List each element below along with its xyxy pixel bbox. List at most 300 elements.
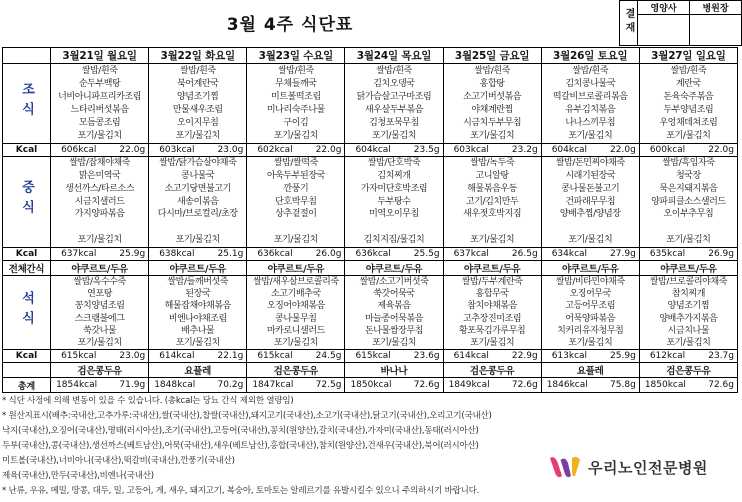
breakfast-label-cell	[3, 64, 51, 144]
menu-item: 쌀밥/흰죽	[179, 65, 216, 76]
protein-value: 23.7g	[708, 351, 734, 362]
menu-item: 오징어무국	[569, 289, 611, 300]
menu-item: 맑은미역국	[78, 171, 121, 181]
total-kcal-value: 1848kcal	[154, 380, 196, 391]
menu-item: 콩나물돈불고기	[561, 183, 620, 194]
dinner-menu-cell	[541, 276, 639, 350]
menu-item: 생선까스/타르소스	[65, 183, 135, 194]
menu-item: 해물볶음우동	[467, 183, 517, 194]
menu-item: 묵은지돼지볶음	[659, 183, 718, 194]
protein-value: 24.5g	[315, 351, 342, 362]
menu-item: 돈나물쌈장무침	[364, 325, 424, 336]
breakfast-nutrition-cell	[345, 144, 443, 157]
nutrition-values	[149, 248, 246, 260]
total-kcal-value: 1847kcal	[252, 380, 294, 391]
lunch-nutrition-cell	[639, 248, 737, 261]
kcal-value: 600kcal	[649, 145, 686, 155]
menu-item: 배추나물	[181, 325, 215, 336]
snack-label	[3, 363, 51, 378]
menu-item: 포기/물김치	[470, 130, 515, 141]
menu-item: 마카로니샐러드	[266, 325, 325, 336]
protein-value: 26.5g	[511, 249, 538, 259]
menu-item: 포기/물김치	[273, 234, 318, 245]
menu-item: 구이김	[283, 117, 309, 128]
menu-item: 쌀밥/돈민찌야채죽	[555, 158, 625, 169]
total-protein-value: 72.6g	[413, 380, 440, 391]
nutrition-values	[247, 350, 344, 362]
kcal-value: 603kcal	[453, 145, 489, 155]
total-values	[542, 379, 639, 391]
lunch-label-cell	[3, 157, 51, 248]
kcal-value: 634kcal	[551, 249, 588, 259]
menu-item: 포기/물김치	[568, 130, 613, 141]
menu-item: 양념조기찜	[177, 91, 219, 102]
snack-item: 검은콩두유	[639, 363, 737, 378]
menu-item: 쌀밥/흰죽	[670, 65, 707, 76]
total-protein-value: 75.8g	[610, 380, 636, 391]
menu-item: 양배추가지볶음	[659, 313, 718, 324]
snack-item: 야쿠르트/두유	[541, 261, 639, 276]
menu-item: 마늘종어묵볶음	[364, 313, 424, 324]
total-values	[444, 379, 541, 391]
total-values	[247, 379, 344, 391]
lunch-menu-cell	[51, 157, 149, 248]
protein-value: 23.6g	[413, 351, 440, 362]
total-values	[345, 379, 442, 391]
lunch-nutrition-cell	[247, 248, 345, 261]
kcal-value: 602kcal	[257, 145, 293, 155]
kcal-value: 615kcal	[257, 351, 293, 362]
menu-item: 소고기버섯볶음	[463, 91, 522, 102]
footnote-line: 미트볼(국내산),너비아니(국내산),떡갈비(국내산),깐풍기(국내산)	[2, 456, 235, 466]
dinner-nutrition-cell	[149, 350, 247, 363]
menu-item: 오이지무침	[177, 117, 219, 128]
kcal-value: 614kcal	[453, 351, 489, 362]
total-cell	[149, 378, 247, 393]
kcal-label: Kcal	[3, 144, 51, 157]
menu-item	[149, 221, 246, 234]
hospital-logo-icon	[548, 454, 582, 480]
menu-item	[640, 221, 737, 234]
total-protein-value: 71.9g	[119, 380, 146, 391]
lunch-nutrition-cell	[149, 248, 247, 261]
hospital-logo	[548, 453, 740, 481]
lunch-nutrition-cell	[443, 248, 541, 261]
menu-item: 된장국	[185, 289, 211, 300]
protein-value: 22.0g	[610, 145, 636, 155]
total-protein-value: 72.5g	[315, 380, 342, 391]
menu-item	[51, 221, 148, 234]
breakfast-nutrition-cell	[443, 144, 541, 157]
menu-item: 스크램블에그	[74, 313, 125, 324]
protein-value: 25.9g	[610, 351, 636, 362]
snack-item: 야쿠르트/두유	[443, 261, 541, 276]
menu-item: 김치지짐/물김치	[363, 234, 425, 245]
menu-item: 포기/물김치	[666, 234, 711, 245]
breakfast-nutrition-cell	[639, 144, 737, 157]
protein-value: 23.0g	[217, 145, 244, 155]
menu-item: 만물새우조림	[172, 104, 223, 115]
protein-value: 26.0g	[315, 249, 342, 259]
breakfast-menu-cell	[443, 64, 541, 144]
menu-item: 우엉채데쳐조림	[659, 117, 718, 128]
menu-item: 쌀밥/새우살브로콜리죽	[253, 277, 339, 287]
menu-item: 쌀밥/흰죽	[474, 65, 511, 76]
breakfast-menu-cell	[247, 64, 345, 144]
total-cell	[639, 378, 737, 393]
kcal-value: 637kcal	[453, 249, 489, 259]
footnote-line: * 식단 사정에 의해 변동이 있을 수 있습니다. (총kcal는 당뇨 간식 제외한 열량임)	[2, 396, 294, 406]
kcal-value: 636kcal	[257, 249, 293, 259]
menu-item: 쌀밥/쌀떡죽	[273, 158, 318, 169]
lunch-label: 중식	[19, 180, 35, 220]
lunch-row	[3, 157, 738, 248]
menu-item: 꽁치양념조림	[74, 301, 125, 312]
menu-item: 김치콩나물국	[565, 78, 616, 89]
dinner-kcal-row	[3, 350, 738, 363]
snack-item: 요플레	[149, 363, 247, 378]
breakfast-nutrition-cell	[51, 144, 149, 157]
breakfast-row	[3, 64, 738, 144]
menu-item: 포기/물김치	[470, 234, 515, 245]
nutrition-values	[149, 350, 246, 362]
menu-table	[2, 47, 738, 393]
lunch-menu-cell	[541, 157, 639, 248]
menu-item: 양념조기찜	[667, 301, 710, 312]
total-cell	[345, 378, 443, 393]
lunch-nutrition-cell	[51, 248, 149, 261]
kcal-value: 636kcal	[355, 249, 391, 259]
approval-role-dietitian: 영양사	[638, 1, 690, 15]
menu-item: 참치찌개	[671, 289, 705, 300]
kcal-value: 635kcal	[649, 249, 686, 259]
menu-table-body	[3, 48, 738, 393]
protein-value: 22.1g	[217, 351, 244, 362]
protein-value: 23.2g	[511, 145, 538, 155]
menu-item: 포기/물김치	[77, 234, 122, 245]
menu-item: 홍합무국	[475, 289, 509, 300]
corner-cell	[3, 48, 51, 64]
menu-item: 참치야채볶음	[467, 301, 517, 312]
day-header: 3월26일 토요일	[541, 48, 639, 64]
total-protein-value: 70.2g	[217, 380, 244, 391]
total-kcal-value: 1846kcal	[546, 380, 588, 391]
menu-item: 쌀밥/비타민야채죽	[555, 277, 625, 287]
menu-item: 쌀밥/단호박죽	[367, 158, 421, 169]
menu-item: 야채계란찜	[471, 104, 513, 115]
menu-item: 포기/물김치	[77, 130, 122, 141]
dinner-nutrition-cell	[443, 350, 541, 363]
lunch-nutrition-cell	[541, 248, 639, 261]
menu-item: 상추겉절이	[275, 209, 317, 220]
menu-item	[444, 221, 541, 234]
breakfast-menu-cell	[149, 64, 247, 144]
menu-item: 황포묵김가루무침	[458, 325, 526, 336]
menu-item: 연포탕	[87, 289, 113, 300]
menu-item: 나나스끼무침	[565, 117, 616, 128]
menu-item: 포기/물김치	[273, 337, 318, 348]
dinner-label: 석식	[19, 290, 35, 331]
day-header: 3월21일 월요일	[51, 48, 149, 64]
menu-item: 포기/물김치	[175, 130, 220, 141]
menu-item: 돈육숙주볶음	[663, 91, 714, 102]
protein-value: 25.5g	[413, 249, 440, 259]
menu-item: 소고기배추국	[270, 289, 321, 300]
total-row	[3, 378, 738, 393]
total-label: 총계	[3, 378, 51, 393]
approval-label-cell	[620, 1, 638, 46]
kcal-value: 615kcal	[355, 351, 391, 362]
menu-item: 쑥갓어묵국	[373, 289, 415, 300]
protein-value: 23.5g	[413, 145, 440, 155]
menu-item: 포기/물김치	[371, 337, 417, 348]
snack-item: 요플레	[541, 363, 639, 378]
snack-item: 바나나	[345, 363, 443, 378]
lunch-kcal-row	[3, 248, 738, 261]
kcal-label: Kcal	[3, 248, 51, 261]
approval-label: 결재	[623, 7, 634, 36]
day-header: 3월22일 화요일	[149, 48, 247, 64]
kcal-value: 614kcal	[159, 351, 195, 362]
total-values	[51, 379, 148, 391]
snack-item: 검은콩두유	[51, 363, 149, 378]
menu-item: 소고기당면불고기	[164, 183, 231, 194]
total-kcal-value: 1850kcal	[350, 380, 392, 391]
menu-item: 쑥갓나물	[83, 325, 117, 336]
footnote-line: 제육(국내산),만두(국내산),비엔나(국내산)	[2, 471, 154, 481]
menu-item: 김청포묵무침	[369, 117, 419, 128]
menu-item: 쌀밥/옥수수죽	[73, 277, 126, 287]
menu-item: 새우젓호박지짐	[463, 209, 522, 220]
total-cell	[541, 378, 639, 393]
menu-item: 오징어야채볶음	[266, 301, 325, 312]
menu-item: 해물잡채야채볶음	[164, 301, 231, 312]
dinner-menu-cell	[247, 276, 345, 350]
menu-item: 오이부추무침	[663, 209, 714, 220]
menu-item: 쌀밥/소고기버섯죽	[359, 277, 429, 287]
kcal-value: 612kcal	[649, 351, 686, 362]
breakfast-kcal-row	[3, 144, 738, 157]
menu-item: 쌀밥/녹두죽	[470, 158, 515, 169]
protein-value: 22.0g	[708, 145, 734, 155]
snack-row	[3, 261, 738, 276]
dinner-menu-cell	[345, 276, 443, 350]
lunch-menu-cell	[443, 157, 541, 248]
menu-item	[247, 221, 344, 234]
day-header-row	[3, 48, 738, 64]
kcal-value: 638kcal	[159, 249, 195, 259]
kcal-value: 615kcal	[61, 351, 97, 362]
nutrition-values	[444, 248, 541, 260]
menu-item: 가자미단호박조림	[360, 183, 428, 194]
menu-item: 무채들깨국	[275, 78, 317, 89]
menu-item: 고추장진미조림	[463, 313, 522, 324]
menu-item: 콩나물무침	[275, 313, 317, 324]
protein-value: 27.9g	[610, 249, 636, 259]
breakfast-nutrition-cell	[541, 144, 639, 157]
day-header: 3월27일 일요일	[639, 48, 737, 64]
menu-item: 쌀밥/흰죽	[572, 65, 609, 76]
menu-item: 모듬콩조림	[78, 117, 121, 128]
dinner-nutrition-cell	[639, 350, 737, 363]
kcal-value: 606kcal	[61, 145, 97, 155]
protein-value: 22.0g	[315, 145, 342, 155]
kcal-value: 604kcal	[551, 145, 588, 155]
menu-item: 닭가슴살고구마조림	[356, 91, 432, 102]
menu-item: 가지양파볶음	[74, 209, 125, 220]
menu-item: 깐풍기	[283, 183, 309, 194]
menu-item: 양파피클소스샐러드	[651, 196, 726, 207]
breakfast-label: 조식	[19, 81, 35, 122]
approval-role-director: 병원장	[690, 1, 742, 15]
menu-item: 두부탕수	[377, 196, 411, 207]
menu-item: 포기/물김치	[568, 337, 613, 348]
nutrition-values	[640, 144, 737, 156]
total-values	[640, 379, 737, 391]
total-kcal-value: 1850kcal	[644, 380, 686, 391]
menu-item	[345, 221, 442, 234]
nutrition-values	[247, 248, 344, 260]
total-kcal-value: 1849kcal	[448, 380, 490, 391]
nutrition-values	[345, 350, 442, 362]
menu-item: 미트볼떡조림	[270, 91, 321, 102]
menu-item: 포기/물김치	[470, 337, 515, 348]
snack-item: 야쿠르트/두유	[149, 261, 247, 276]
menu-item: 시금치두부무침	[463, 117, 522, 128]
menu-item: 비엔나야채조림	[168, 313, 227, 324]
menu-item: 김치오뎅국	[373, 78, 415, 89]
menu-item: 새송이볶음	[177, 196, 219, 207]
total-cell	[51, 378, 149, 393]
menu-item: 떡갈비브로콜리볶음	[552, 91, 628, 102]
menu-item: 포기/물김치	[77, 337, 122, 348]
page-title: 3월 4주 식단표	[226, 15, 354, 35]
menu-item: 쌀밥/닭가슴살야채죽	[159, 158, 237, 169]
breakfast-menu-cell	[639, 64, 737, 144]
dinner-nutrition-cell	[51, 350, 149, 363]
snack-item: 야쿠르트/두유	[51, 261, 149, 276]
menu-item	[542, 221, 639, 234]
menu-item: 포기/물김치	[175, 234, 220, 245]
menu-item: 양배추찜/양념장	[559, 209, 621, 220]
dinner-label-cell	[3, 276, 51, 350]
nutrition-values	[444, 144, 541, 156]
nutrition-values	[51, 144, 148, 156]
total-values	[149, 379, 246, 391]
nutrition-values	[542, 248, 639, 260]
dinner-menu-cell	[639, 276, 737, 350]
footnote-line: 두부(국내산),콩(국내산),생선까스(베트남산),어묵(국내산),새우(베트남산),홍합(국내산),참치(원양산),건새우(국내산),북어(러시아산)	[2, 441, 479, 451]
menu-item: 치커리유자청무침	[557, 325, 624, 336]
dinner-nutrition-cell	[345, 350, 443, 363]
dinner-nutrition-cell	[541, 350, 639, 363]
nutrition-values	[444, 350, 541, 362]
dinner-row	[3, 276, 738, 350]
breakfast-nutrition-cell	[247, 144, 345, 157]
menu-item: 쌀밥/흰죽	[376, 65, 412, 76]
menu-item: 제육볶음	[377, 301, 411, 312]
menu-item: 건파래무무침	[565, 196, 616, 207]
kcal-value: 637kcal	[61, 249, 97, 259]
menu-item: 쌀밥/흑임자죽	[662, 158, 715, 169]
menu-item: 느타리버섯볶음	[70, 104, 129, 115]
menu-item: 김치찌개	[377, 171, 411, 181]
menu-item: 고등어무조림	[565, 301, 616, 312]
menu-item: 아욱두부된장국	[266, 171, 325, 181]
menu-item: 포기/물김치	[175, 337, 220, 348]
menu-item: 유부김치볶음	[565, 104, 616, 115]
approval-sign-director[interactable]	[690, 15, 742, 46]
menu-item: 단호박무침	[275, 196, 317, 207]
nutrition-values	[542, 350, 639, 362]
lunch-menu-cell	[345, 157, 443, 248]
breakfast-menu-cell	[345, 64, 443, 144]
total-cell	[247, 378, 345, 393]
day-header: 3월23일 수요일	[247, 48, 345, 64]
menu-item: 너비아니파프리카조림	[58, 91, 142, 102]
menu-item: 두부양념조림	[663, 104, 714, 115]
approval-sign-dietitian[interactable]	[638, 15, 690, 46]
menu-item: 미역오이무침	[369, 209, 419, 220]
menu-item: 어묵양파볶음	[565, 313, 616, 324]
nutrition-values	[640, 248, 737, 260]
menu-item: 쌀밥/들깨버섯죽	[167, 277, 229, 287]
breakfast-nutrition-cell	[149, 144, 247, 157]
protein-value: 25.9g	[119, 249, 146, 259]
kcal-value: 603kcal	[159, 145, 195, 155]
menu-item: 콩나물국	[181, 171, 215, 181]
total-protein-value: 72.6g	[511, 380, 538, 391]
day-header: 3월24일 목요일	[345, 48, 443, 64]
snack-item: 검은콩두유	[247, 363, 345, 378]
dinner-menu-cell	[443, 276, 541, 350]
menu-item: 청국장	[675, 171, 701, 181]
nutrition-values	[345, 248, 442, 260]
footnote-line: * 원산지표시(배추:국내산,고추가루:국내산),쌀(국내산),찹쌀(국내산),돼지고기(국내산),소고기(국내산),닭고기(국내산),오리고기(국내산)	[2, 411, 492, 421]
total-protein-value: 72.6g	[708, 380, 734, 391]
breakfast-menu-cell	[51, 64, 149, 144]
menu-item: 다시마/브로컬리/초장	[157, 209, 238, 220]
snack-item: 야쿠르트/두유	[345, 261, 443, 276]
menu-item: 고기/김치만두	[465, 196, 519, 207]
lunch-menu-cell	[639, 157, 737, 248]
menu-item: 시금치샐러드	[74, 196, 125, 207]
menu-item: 포기/물김치	[666, 337, 711, 348]
nutrition-values	[247, 144, 344, 156]
nutrition-values	[149, 144, 246, 156]
snack-label: 전체간식	[3, 261, 51, 276]
menu-item: 포기/물김치	[273, 130, 318, 141]
nutrition-values	[542, 144, 639, 156]
menu-item: 새우살두부볶음	[364, 104, 424, 115]
nutrition-values	[51, 248, 148, 260]
footnotes	[2, 394, 740, 500]
day-header: 3월25일 금요일	[443, 48, 541, 64]
menu-item: 쌀밥/흰죽	[277, 65, 314, 76]
snack-row	[3, 363, 738, 378]
lunch-menu-cell	[247, 157, 345, 248]
kcal-value: 604kcal	[355, 145, 391, 155]
kcal-value: 613kcal	[551, 351, 588, 362]
menu-item: 북어계란국	[177, 78, 219, 89]
protein-value: 26.9g	[708, 249, 734, 259]
snack-item: 검은콩두유	[443, 363, 541, 378]
protein-value: 25.1g	[217, 249, 244, 259]
menu-item: 쌀밥/흰죽	[81, 65, 118, 76]
kcal-label: Kcal	[3, 350, 51, 363]
footnote-line: * 난류, 우유, 메밀, 땅콩, 대두, 밀, 고등어, 게, 새우, 돼지고기, 복숭아, 토마토는 알레르기를 유발시킬수 있으니 주의하시기 바랍니다.	[2, 486, 480, 496]
menu-item: 쌀밥/두부계란죽	[461, 277, 523, 287]
